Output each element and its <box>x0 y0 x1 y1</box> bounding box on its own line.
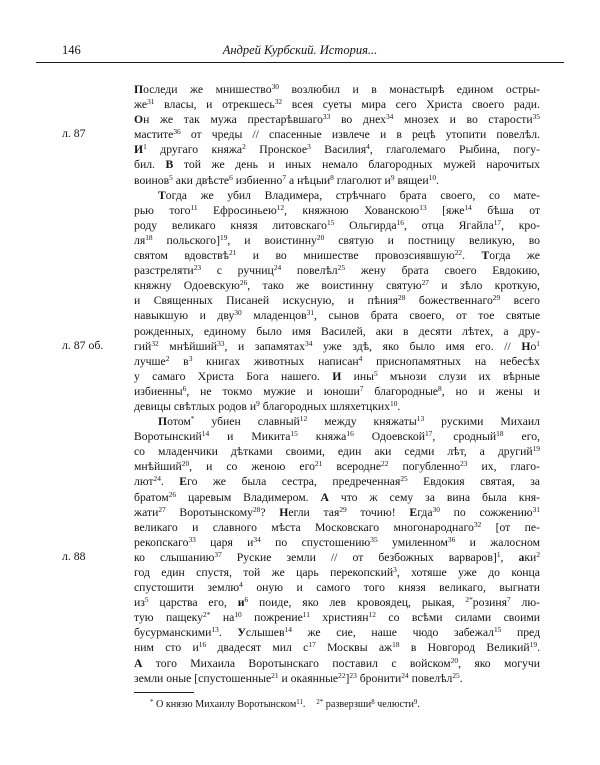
text-line: и Священных Писаней искусную, и пѣния$^{28}$ божественнаго$^{29}$ всего <box>134 293 540 308</box>
text-line: бусурманскими$^{13}$. Услышев$^{14}$ же сие, наше чюдо забежал$^{15}$ пред <box>134 625 541 640</box>
text-line: Он же так мужа престарѣвшаго$^{33}$ во днех$^{34}$ мнозех и во старости$^{35}$ <box>134 112 540 127</box>
text-body <box>134 82 540 686</box>
footnote-separator <box>134 692 194 693</box>
text-line: рожденных, единому было имя Василей, аки в десяти лѣтех, а дру- <box>134 324 540 338</box>
footnote-item: $^{2*}$ разверзши$^8$ челюсти$^9$. <box>316 699 420 710</box>
text-line: у самаго Христа Бога нашего. И ины$^5$ мънози слузи их вѣрные <box>134 368 540 383</box>
text-line: бил. В той же день и иных немало благородных мужей нарочитых <box>134 158 540 172</box>
text-line: лют$^{24}$. Его же была сестра, предреченная$^{25}$ Евдокия святая, за <box>134 474 540 489</box>
paragraph-3 <box>134 414 540 686</box>
footnote-item: * О князю Михаилу Воротынском$^{11}$. <box>150 699 306 710</box>
paragraph-1 <box>134 82 540 188</box>
margin-note: л. 88 <box>62 549 86 563</box>
text-line: разстреляти$^{23}$ с ручниц$^{24}$ повелѣл$^{25}$ жену брата своего Евдокию, <box>134 263 540 278</box>
text-line: навыкшую и дву$^{30}$ младенцов$^{31}$, сынов брата своего, от тое святые <box>134 308 541 323</box>
text-line: со младенчики дѣтками своими, един аки седми лѣт, а другий$^{19}$ <box>134 444 540 459</box>
text-line: мастите$^{36}$ от чреды // спасенные извлече и в рецѣ утопити повелѣл. <box>134 127 540 142</box>
text-line: избиенны$^6$, не токмо мужие и юноши$^7$ благородные$^8$, но и жены и <box>134 383 540 398</box>
margin-note: л. 87 об. <box>62 338 104 352</box>
text-line: княжну Одоевскую$^{26}$, тако же воистинну святую$^{27}$ и зѣло кроткую, <box>134 278 540 293</box>
text-line: Воротынский$^{14}$ и Микита$^{15}$ княжа$^{16}$ Одоевской$^{17}$, сродный$^{18}$ его, <box>134 429 540 444</box>
footnote <box>134 698 556 711</box>
text-line: братом$^{26}$ царевым Владимером. А что ж сему за вина была кня- <box>134 489 540 504</box>
text-line: Тогда же убил Владимера, стрѣчнаго брата своего, со мате- <box>158 188 540 202</box>
paragraph-2 <box>134 188 540 414</box>
text-line: великаго и славного мѣста Московскаго многонароднаго$^{32}$ [от пе- <box>134 519 540 534</box>
running-title: Андрей Курбский. История... <box>222 43 378 57</box>
header-rule <box>36 62 564 63</box>
text-line: Последи же мнишество$^{30}$ возлюбил и в монастырѣ едином остры- <box>134 82 540 96</box>
text-line: рью того$^{11}$ Ефросиньею$^{12}$, княжною Хованскою$^{13}$ [яже$^{14}$ бѣша от <box>134 202 541 217</box>
margin-note: л. 87 <box>62 126 86 140</box>
text-line: $ля^{18}$ польского]$^{19}$, и воистинну$^{20}$ святую и постницу великую, во <box>134 232 540 247</box>
page-number: 146 <box>62 43 81 57</box>
text-line: девицы свѣтлых родов $и^9$ благородных шляхетцких$^{10}$. <box>134 398 401 413</box>
text-line: $из^5$ царства его, $и^6$ поиде, яко лев кровоядец, рыкая, $^{2*}$розиня$^7$ лю- <box>134 595 541 610</box>
text-line: $же^{31}$ власы, и отрекшесь$^{32}$ всея суеты мира сего Христа своего ради. <box>134 97 540 112</box>
text-line: спустошити землю$^4$ оную и самого того князя великаго, выгнати <box>134 580 541 595</box>
text-line: мнѣйший$^{20}$, и со женою его$^{21}$ всеродне$^{22}$ погубленно$^{23}$ их, глаго- <box>134 459 540 474</box>
text-line: роду великаго князя литовскаго$^{15}$ Ольгирда$^{16}$, отца Ягайла$^{17}$, кро- <box>134 217 540 232</box>
text-line: лучше$^2$ $в^3$ книгах животных написан$^4$ приснопамятных на небесѣх <box>134 353 540 368</box>
text-line: Потом* убиен славный$^{12}$ между княжаты$^{13}$ рускими Михаил <box>158 414 540 429</box>
text-line: гий$^{32}$ мнѣйший$^{33}$, и запамятах$^{34}$ уже здѣ, яко было имя его. // $Но^1$ <box>134 338 540 353</box>
text-line: ко слышанию$^{37}$ Руские земли // от безбожных варваров]$^1$, аки$^2$ <box>134 549 541 564</box>
text-line: год един спустя, той же царь перекопский$^3$, хотяше уже до конца <box>134 565 540 579</box>
text-line: А того Михаила Воротынскаго поставил с войском$^{20}$, яко могучи <box>134 655 540 670</box>
text-line: земли оные [спустошенные$^{21}$ и окаянные$^{22}$]$^{23}$ бронити$^{24}$ повелѣл$^{25}$. <box>134 670 463 685</box>
text-line: воинов$^5$ аки двѣсте$^6$ избиенно$^7$ а нѣцыи$^8$ глаголют $и^9$ вящеи$^{10}$. <box>134 172 439 187</box>
text-line: рекопскаго$^{33}$ царя $и^{34}$ по спустошению$^{35}$ умиленном$^{36}$ и жалосном <box>134 534 541 549</box>
text-line: святом вдовствѣ$^{21}$ и во мнишестве провозсиявшую$^{22}$. Тогда же <box>134 248 540 263</box>
text-line: жати$^{27}$ Воротынскому$^{28}$? Негли тая$^{29}$ точию! Егда$^{30}$ по сожжению$^{31}$ <box>134 504 540 519</box>
text-line: $И^1$ другаго княжа$^2$ Пронское$^3$ Василия$^4$, глаголемаго Рыбина, погу- <box>134 142 541 157</box>
text-line: ним сто $и^{16}$ двадесят мил $с^{17}$ Москвы $аж^{18}$ в Новгород Великий$^{19}$. <box>134 640 540 655</box>
text-line: тую пащеку$^{2*}$ $на^{10}$ пожрение$^{11}$ християн$^{12}$ со всѣми силами своими <box>134 610 540 625</box>
